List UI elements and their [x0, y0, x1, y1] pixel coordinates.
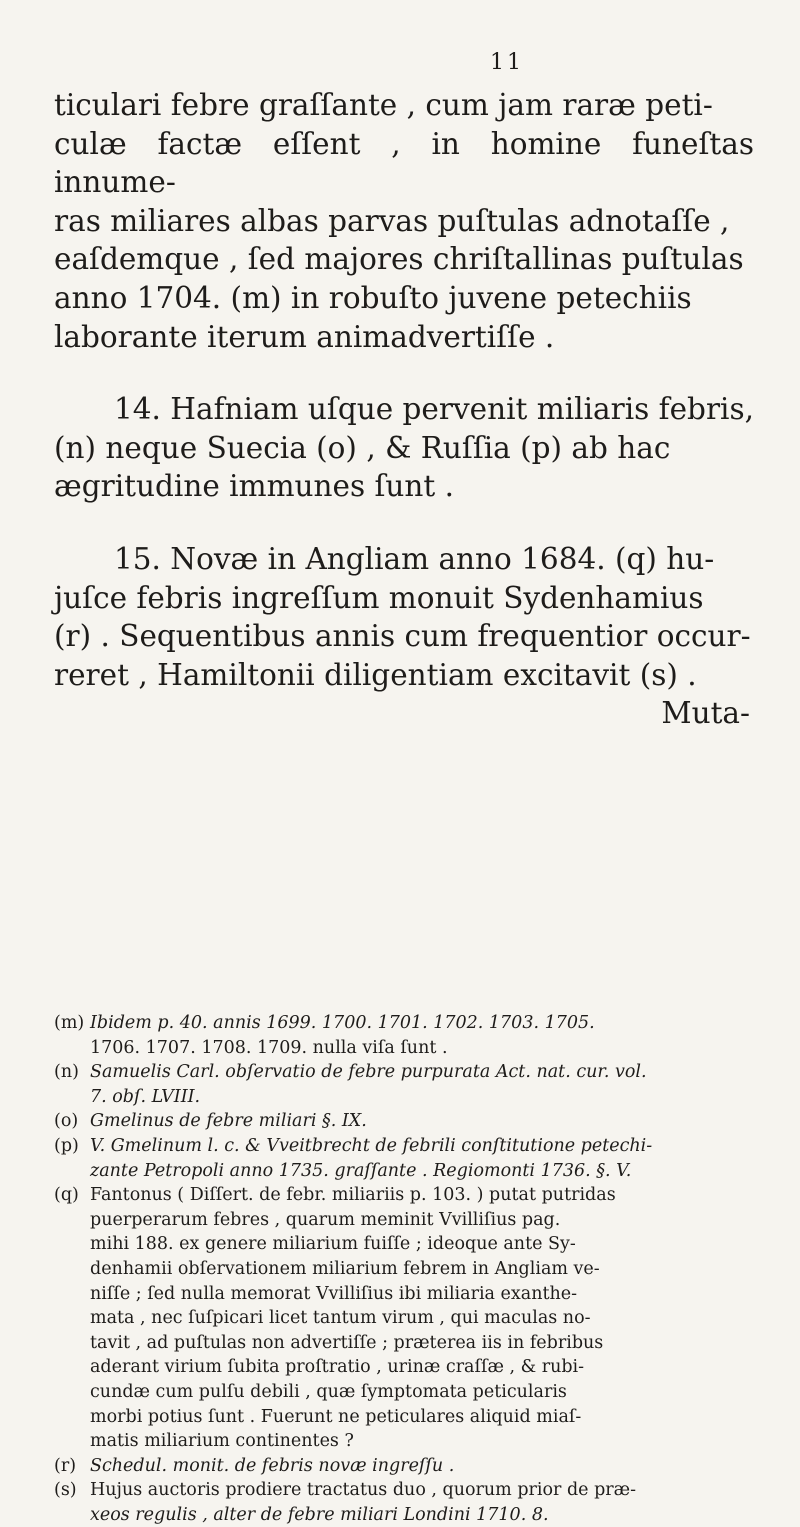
text-line: eaſdemque , ſed majores chriſtallinas puſtulas: [54, 242, 744, 277]
paragraph-14: [54, 390, 754, 506]
text-line: 14. Hafniam uſque pervenit miliaris febris,: [114, 392, 754, 427]
text-line: reret , Hamiltonii diligentiam excitavit (s) .: [54, 657, 697, 692]
footnote-marker: (r): [54, 1455, 77, 1476]
footnote-q: (q) Fantonus ( Diſſert. de febr. miliariis p. 103. ) putat putridas puerperarum febres , quarum meminit Vvilliſius pag. mihi 188. ex genere miliarium fuiſſe ; ideoque ante Sy- denhamii obſervationem miliarium febrem in Angliam ve- niſſe ; ſed nulla memorat Vvilliſius ibi miliaria exanthe- mata , nec ſuſpicari licet tantum virum , qui maculas no- tavit , ad puſtulas non advertiſſe ; præterea iis in febribus aderant virium ſubita proſtratio , urinæ craſſæ , & rubi- cundæ cum pulſu debili , quæ ſymptomata peticularis morbi potius ſunt . Fuerunt ne peticulares aliquid miaſ- matis miliarium continentes ?: [54, 1185, 616, 1452]
main-text: [54, 86, 754, 732]
text-line: juſce febris ingreſſum monuit Sydenhamius: [54, 580, 704, 615]
footnote-s: (s) Hujus auctoris prodiere tractatus duo , quorum prior de præ- xeos regulis , alter de febre miliari Londini 1710. 8.: [54, 1480, 637, 1525]
text-line: culæ factæ eſſent , in homine funeſtas innume-: [54, 126, 754, 200]
text-line: ticulari febre graſſante , cum jam raræ peti-: [54, 88, 713, 122]
text-line: anno 1704. (m) in robuſto juvene petechiis: [54, 280, 692, 315]
footnote-p: (p) V. Gmelinum l. c. & Vveitbrecht de febrili conſtitutione petechi- zante Petropoli anno 1735. graſſante . Regiomonti 1736. §. V.: [54, 1135, 653, 1181]
paragraph-15: [54, 540, 754, 694]
catchword: Muta-: [661, 696, 750, 731]
footnote-marker: (m): [54, 1013, 85, 1033]
footnotes: [54, 1011, 760, 1527]
footnote-n: (n) Samuelis Carl. obſervatio de febre purpurata Act. nat. cur. vol. 7. obſ. LVIII.: [54, 1062, 647, 1107]
footnote-o: (o) Gmelinus de febre miliari §. IX.: [54, 1109, 760, 1134]
text-line: 15. Novæ in Angliam anno 1684. (q) hu-: [114, 541, 715, 576]
page-number: 11: [490, 50, 524, 75]
text-line: laborante iterum animadvertiſſe .: [54, 319, 555, 354]
paragraph-continuation: [54, 86, 754, 356]
footnote-marker: (n): [54, 1062, 79, 1083]
footnote-marker: (q): [54, 1185, 79, 1206]
footnote-r: (r) Schedul. monit. de febris novæ ingreſſu .: [54, 1454, 760, 1479]
text-line: ras miliares albas parvas puſtulas adnotaſſe ,: [54, 203, 730, 238]
footnote-m: (m) Ibidem p. 40. annis 1699. 1700. 1701. 1702. 1703. 1705. 1706. 1707. 1708. 1709. nulla viſa ſunt .: [54, 1013, 595, 1058]
footnote-marker: (p): [54, 1135, 79, 1156]
text-line: ægritudine immunes ſunt .: [54, 469, 455, 504]
footnote-marker: (o): [54, 1111, 79, 1132]
text-line: (n) neque Suecia (o) , & Ruſſia (p) ab hac: [54, 430, 671, 465]
footnote-marker: (s): [54, 1480, 77, 1501]
text-line: (r) . Sequentibus annis cum frequentior occur-: [54, 619, 751, 654]
